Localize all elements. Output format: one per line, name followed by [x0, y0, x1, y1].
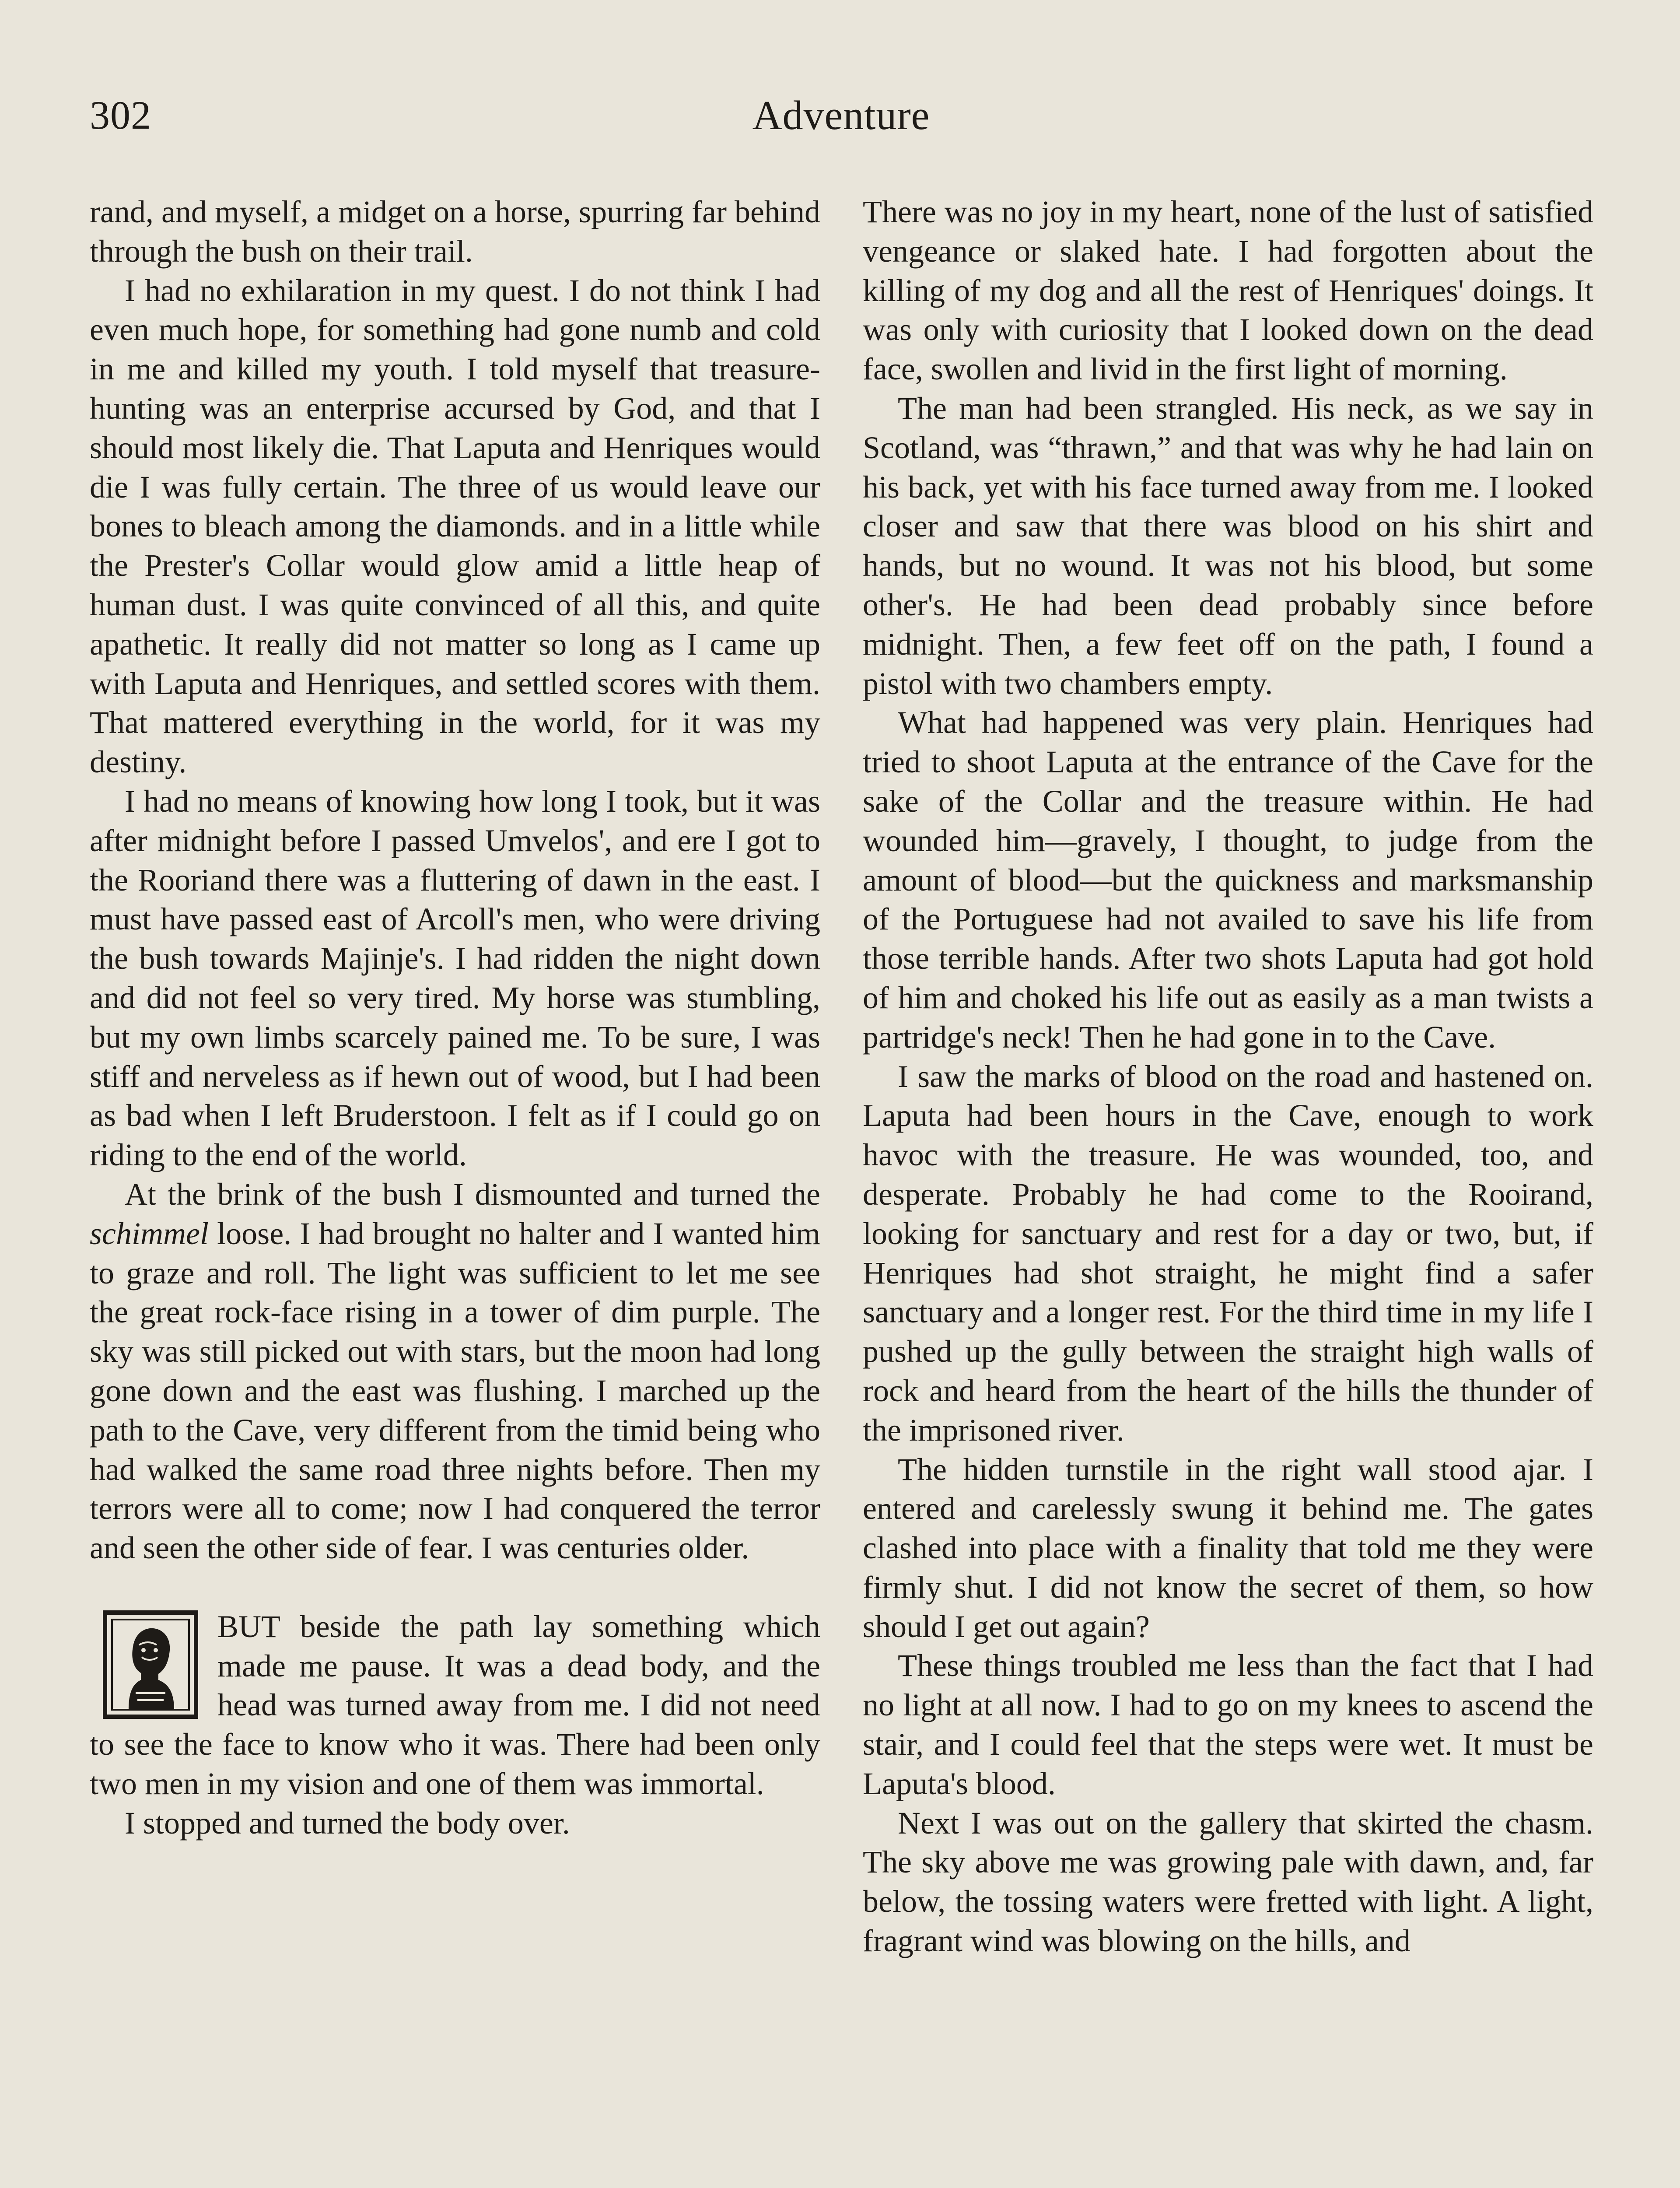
portrait-woodcut-icon — [100, 1609, 201, 1721]
paragraph-dropcap — [90, 1607, 820, 1804]
left-column — [90, 193, 820, 2188]
paragraph: I had no exhilaration in my quest. I do not think I had even much hope, for something had gone numb and cold in me and killed my youth. I told myself that treasure-hunting was an enterprise accursed by God, and that I should most likely die. That Laputa and Henriques would die I was fully certain. The three of us would leave our bones to bleach among the diamonds. and in a little while the Prester's Collar would glow amid a little heap of human dust. I was quite convinced of all this, and quite apathetic. It really did not matter so long as I came up with Laputa and Henriques, and settled scores with them. That mattered everything in the world, for it was my destiny. — [90, 273, 820, 780]
paragraph — [90, 1175, 820, 1568]
running-head: Adventure — [752, 93, 930, 138]
paragraph: rand, and myself, a midget on a horse, spurring far behind through the bush on their trail. — [90, 194, 820, 269]
page-header — [90, 92, 1592, 144]
right-column — [863, 193, 1593, 2188]
paragraph: There was no joy in my heart, none of the lust of satisfied vengeance or slaked hate. I had forgotten about the killing of my dog and all the rest of Henriques' doings. It was only with curiosity that I looked down on the dead face, swollen and livid in the first light of morning. — [863, 194, 1593, 387]
paragraph: The man had been strangled. His neck, as we say in Scotland, was “thrawn,” and that was why he had lain on his back, yet with his face turned away from me. I looked closer and saw that there was blood on his shirt and hands, but no wound. It was not his blood, but some other's. He had been dead probably since before midnight. Then, a few feet off on the path, I found a pistol with two chambers empty. — [863, 390, 1593, 701]
text-run: At the brink of the bush I dismounted and turned the — [125, 1176, 820, 1212]
paragraph: These things troubled me less than the fact that I had no light at all now. I had to go on my knees to ascend the stair, and I could feel that the steps were wet. It must be Laputa's blood. — [863, 1648, 1593, 1801]
paragraph: I had no means of knowing how long I took, but it was after midnight before I passed Umvelos', and ere I got to the Rooriand there was a fluttering of dawn in the east. I must have passed east of Arcoll's men, who were driving the bush towards Majinje's. I had ridden the night down and did not feel so very tired. My horse was stumbling, but my own limbs scarcely pained me. To be sure, I was stiff and nerveless as if hewn out of wood, but I had been as bad when I left Bruderstoon. I felt as if I could go on riding to the end of the world. — [90, 783, 820, 1173]
paragraph-text: BUT beside the path lay something which made me pause. It was a dead body, and the head was turned away from me. I did not need to see the face to know who it was. There had been only two men in my vision and one of them was immortal. — [90, 1609, 820, 1802]
paragraph: Next I was out on the gallery that skirted the chasm. The sky above me was growing pale with dawn, and, far below, the tossing waters were fretted with light. A light, fragrant wind was blowing on the hills, and — [863, 1805, 1593, 1959]
text-run: loose. I had brought no halter and I wanted him to graze and roll. The light was sufficient to let me see the great rock-face rising in a tower of dim purple. The sky was still picked out with stars, but the moon had long gone down and the east was flushing. I marched up the path to the Cave, very different from the timid being who had walked the same road three nights before. Then my terrors were all to come; now I had conquered the terror and seen the other side of fear. I was centuries older. — [90, 1216, 820, 1566]
section-break — [90, 1568, 820, 1607]
paragraph: The hidden turnstile in the right wall stood ajar. I entered and carelessly swung it behind me. The gates clashed into place with a finality that told me they were firmly shut. I did not know the secret of them, so how should I get out again? — [863, 1452, 1593, 1644]
paragraph: I stopped and turned the body over. — [125, 1805, 570, 1841]
italic-word: schimmel — [90, 1216, 209, 1251]
paragraph: I saw the marks of blood on the road and hastened on. Laputa had been hours in the Cave, enough to work havoc with the treasure. He was wounded, too, and desperate. Probably he had come to the Rooirand, looking for sanctuary and rest for a day or two, but, if Henriques had shot straight, he might find a safer sanctuary and a longer rest. For the third time in my life I pushed up the gully between the straight high walls of rock and heard from the heart of the hills the thunder of the imprisoned river. — [863, 1059, 1593, 1448]
page-number: 302 — [90, 93, 151, 137]
paragraph: What had happened was very plain. Henriques had tried to shoot Laputa at the entrance of the Cave for the sake of the Collar and the treasure within. He had wounded him—gravely, I thought, to judge from the amount of blood—but the quickness and marksmanship of the Portuguese had not availed to save his life from those terrible hands. After two shots Laputa had got hold of him and choked his life out as easily as a man twists a partridge's neck! Then he had gone in to the Cave. — [863, 705, 1593, 1055]
